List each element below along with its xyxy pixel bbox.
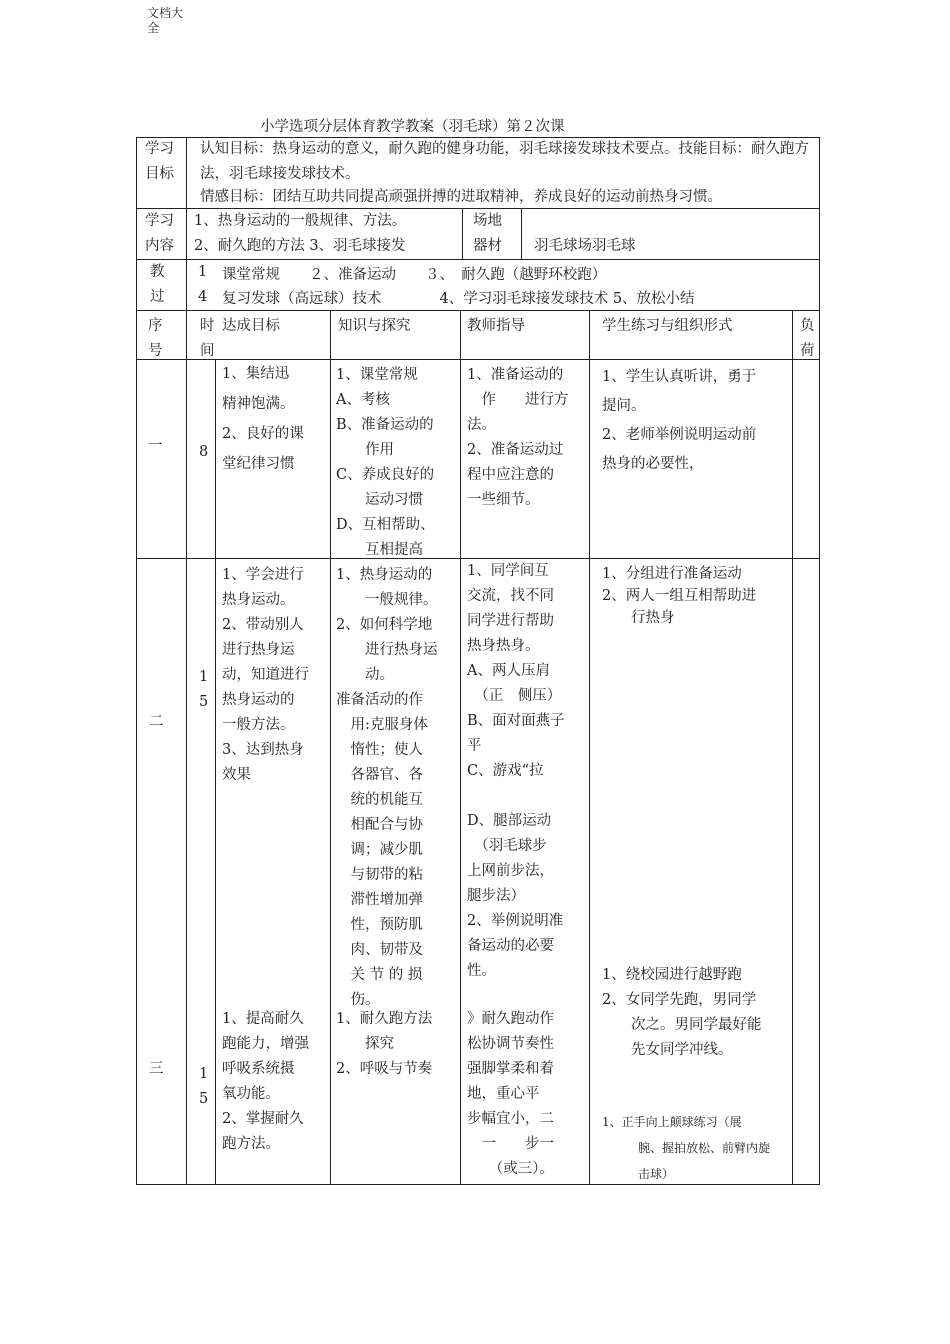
row2-time: 1 5 xyxy=(199,669,209,710)
row-divider xyxy=(136,259,820,260)
row2-seq: 二 xyxy=(149,714,164,730)
venue-label: 场地 器材 xyxy=(473,213,502,254)
row3-student-note: 1、正手向上颠球练习（展 腕、握拍放松、前臂内旋 击球） xyxy=(602,1115,771,1181)
row1-knowledge: 1、课堂常规 A、考核 B、准备运动的 作用 C、养成良好的 运动习惯 D、互相帮助、 互相提高 xyxy=(336,367,435,558)
process-num: 1 4 xyxy=(198,264,208,305)
col-header-load: 负 荷 xyxy=(800,318,815,359)
col-header-goal: 达成目标 xyxy=(222,318,280,334)
col-header-student: 学生练习与组织形式 xyxy=(602,318,733,334)
row2-goal: 1、学会进行 热身运动。 2、带动别人 进行热身运 动，知道进行 热身运动的 一般方法。 3、达到热身 效果 xyxy=(222,567,309,783)
col-divider xyxy=(186,137,187,1185)
row3-teacher: 》耐久跑动作 松协调节奏性 强脚掌柔和着 地，重心平 步幅宜小，二 一 步一 （或三）。 xyxy=(467,1011,554,1177)
col-header-teacher: 教师指导 xyxy=(467,318,525,334)
row2-knowledge: 1、热身运动的 一般规律。 2、如何科学地 进行热身运 动。 准备活动的作 用:克服身体 惰性；使人 各器官、各 统的机能互 相配合与协 调；减少肌 与韧带的粘 滞性增加弹 性，预防肌 肉、韧带及 关 节 的 损 伤。 xyxy=(336,567,438,1008)
col-header-time: 时 间 xyxy=(200,318,215,359)
page-title: 小学选项分层体育教学教案（羽毛球）第２次课 xyxy=(260,119,565,135)
col-divider xyxy=(792,310,793,1185)
row1-seq: 一 xyxy=(148,438,163,454)
table-border-right xyxy=(819,137,820,1185)
row3-seq: 三 xyxy=(149,1061,164,1077)
row3-knowledge: 1、耐久跑方法 探究 2、呼吸与节奏 xyxy=(336,1011,433,1077)
col-divider xyxy=(460,310,461,1185)
col-divider xyxy=(521,208,522,259)
process-label: 教 过 xyxy=(150,264,165,305)
row1-teacher: 1、准备运动的 作 进行方 法。 2、准备运动过 程中应注意的 一些细节。 xyxy=(467,367,569,508)
row1-time: 8 xyxy=(199,444,209,460)
row2-teacher: 1、同学间互 交流，找不同 同学进行帮助 热身热身。 A、两人压肩 （正 侧压） B、面对面燕子 平 C、游戏“拉 D、腿部运动 （羽毛球步 上网前步法， 腿步法） 2、举例说明准 备运动的必要 性。 xyxy=(467,563,565,979)
col-divider xyxy=(589,310,590,1185)
col-header-knowledge: 知识与探究 xyxy=(338,318,411,334)
goals-label: 学习 目标 xyxy=(145,141,174,182)
row1-student: 1、学生认真听讲，勇于 提问。 2、老师举例说明运动前 热身的必要性， xyxy=(602,369,757,472)
process-line2: 复习发球（高远球）技术 4、学习羽毛球接发球技术 5、放松小结 xyxy=(222,291,695,307)
table-border-left xyxy=(136,137,137,1185)
row3-time: 1 5 xyxy=(199,1066,209,1107)
row3-student-run: 1、绕校园进行越野跑 2、女同学先跑，男同学 次之。男同学最好能 先女同学冲线。 xyxy=(602,967,762,1058)
row3-goal: 1、提高耐久 跑能力，增强 呼吸系统摄 氧功能。 2、掌握耐久 跑方法。 xyxy=(222,1011,309,1152)
goals-affective: 情感目标：团结互助共同提高顽强拼搏的进取精神，养成良好的运动前热身习惯。 xyxy=(200,189,722,205)
header-corner-text: 文档大 全 xyxy=(147,6,184,35)
col-divider xyxy=(215,359,216,1185)
lesson-plan-table xyxy=(136,137,820,1185)
content-label: 学习 内容 xyxy=(145,213,174,254)
col-divider xyxy=(330,310,331,1185)
venue-text: 羽毛球场羽毛球 xyxy=(534,238,636,254)
row2-student: 1、分组进行准备运动 2、两人一组互相帮助进 行热身 xyxy=(602,566,757,626)
col-header-seq: 序 号 xyxy=(148,318,163,359)
content-text: 1、热身运动的一般规律、方法。 2、耐久跑的方法 3、羽毛球接发 xyxy=(194,213,407,254)
row-divider xyxy=(136,310,820,311)
process-line1: 课堂常规 ２、准备运动 ３、 耐久跑（越野环校跑） xyxy=(222,267,607,283)
goals-cognitive: 认知目标：热身运动的意义，耐久跑的健身功能，羽毛球接发球技术要点。技能目标：耐久跑方法，羽毛球接发球技术。 xyxy=(200,141,809,182)
col-divider xyxy=(462,208,463,259)
row1-goal: 1、集结迅 精神饱满。 2、良好的课 堂纪律习惯 xyxy=(222,366,304,472)
